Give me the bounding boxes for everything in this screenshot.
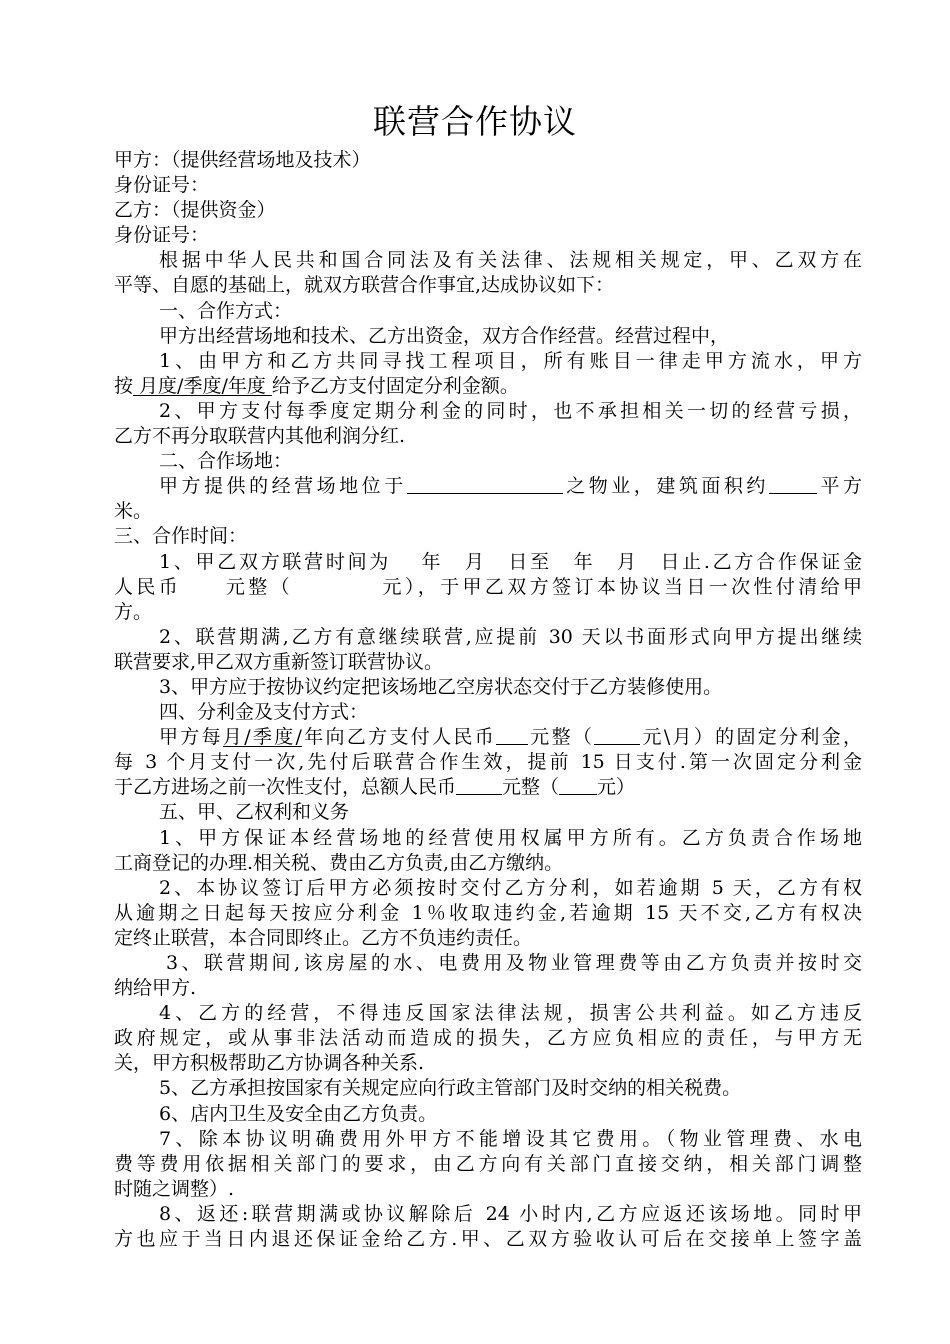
paragraph-line: 时随之调整）.: [114, 1177, 235, 1200]
party-b-id-line: 身份证号：: [114, 224, 210, 247]
text-segment: 按: [114, 374, 134, 397]
paragraph-line: 人民币 元整（ 元），于甲乙双方签订本协议当日一次性付清给甲: [114, 575, 862, 598]
paragraph-line: [114, 725, 862, 750]
party-b-line: 乙方：（提供资金）: [114, 199, 276, 222]
text-segment: 元\月）的固定分利金，: [640, 726, 862, 749]
section-heading-4: 四、分利金及支付方式：: [159, 701, 369, 724]
paragraph-line: [114, 775, 862, 800]
paragraph-line: 米。: [114, 500, 153, 523]
paragraph-line: 3、联营期间,该房屋的水、电费用及物业管理费等由乙方负责并按时交: [166, 952, 862, 974]
paragraph-line: 关，甲方积极帮助乙方协调各种关系.: [114, 1052, 425, 1075]
paragraph-line: 2、甲方支付每季度定期分利金的同时，也不承担相关一切的经营亏损，: [159, 399, 862, 422]
fill-blank: [407, 475, 563, 494]
text-segment: 元整（: [502, 776, 560, 799]
paragraph-line: 费等费用依据相关部门的要求，由乙方向有关部门直接交纳，相关部门调整: [114, 1152, 862, 1175]
section-heading-1: 一、合作方式：: [159, 299, 293, 322]
party-a-line: 甲方：（提供经营场地及技术）: [114, 149, 371, 171]
paragraph-line: 政府规定，或从事非法活动而造成的损失，乙方应负相应的责任，与甲方无: [114, 1027, 862, 1050]
text-segment: 元整（: [528, 726, 595, 749]
paragraph-line: [114, 474, 862, 499]
text-segment: 之物业，建筑面积约: [562, 475, 769, 498]
paragraph-line: 3、甲方应于按协议约定把该场地乙空房状态交付于乙方装修使用。: [159, 675, 723, 698]
preamble-line-2: 平等、自愿的基础上，就双方联营合作事宜,达成协议如下：: [114, 274, 615, 297]
paragraph-line: 1、甲乙双方联营时间为 年 月 日至 年 月 日止.乙方合作保证金: [159, 550, 862, 573]
text-segment: 甲方每: [159, 726, 223, 749]
fill-blank: [456, 776, 502, 795]
paragraph-line: 乙方不再分取联营内其他利润分红.: [114, 425, 406, 448]
preamble-line-1: 根据中华人民共和国合同法及有关法律、法规相关规定，甲、乙双方在: [159, 249, 862, 272]
fill-blank: [594, 726, 640, 745]
paragraph-line: 5、乙方承担按国家有关规定应向行政主管部门及时交纳的相关税费。: [159, 1077, 742, 1100]
fill-blank: [769, 475, 817, 494]
paragraph-line: 定终止联营，本合同即终止。乙方不负违约责任。: [114, 926, 533, 949]
text-segment: 元）: [597, 776, 636, 799]
paragraph-line: 8、返还:联营期满或协议解除后 24 小时内,乙方应返还该场地。同时甲: [159, 1202, 862, 1225]
section-heading-5: 五、甲、乙权利和义务: [159, 801, 350, 824]
paragraph-line: 2、联营期满,乙方有意继续联营,应提前 30 天以书面形式向甲方提出继续: [159, 625, 862, 648]
paragraph-line: 2、本协议签订后甲方必须按时交付乙方分利，如若逾期 5 天，乙方有权: [159, 876, 862, 899]
text-segment: 年向乙方支付人民币: [301, 726, 496, 749]
section-heading-2: 二、合作场地：: [159, 450, 293, 473]
payment-period-options: 月/季度/: [222, 726, 302, 749]
section-heading-3: 三、合作时间：: [114, 525, 248, 548]
fill-blank: [496, 726, 528, 745]
paragraph-line: 方。: [114, 600, 153, 623]
text-segment: 甲方提供的经营场地位于: [159, 475, 407, 498]
paragraph-line: [114, 374, 862, 399]
paragraph-line: 工商登记的办理.相关税、费由乙方负责,由乙方缴纳。: [114, 851, 564, 874]
document-title: 联营合作协议: [373, 102, 577, 141]
paragraph-line: 1、甲方保证本经营场地的经营使用权属甲方所有。乙方负责合作场地: [159, 826, 862, 849]
paragraph-line: 7、除本协议明确费用外甲方不能增设其它费用。（物业管理费、水电: [159, 1127, 862, 1150]
paragraph-line: 纳给甲方.: [114, 977, 197, 1000]
paragraph-line: 1、由甲方和乙方共同寻找工程项目，所有账目一律走甲方流水，甲方: [159, 349, 862, 372]
text-segment: 给予乙方支付固定分利金额。: [271, 374, 519, 397]
paragraph-line: 6、店内卫生及安全由乙方负责。: [159, 1102, 438, 1125]
paragraph-line: 从逾期之日起每天按应分利金 1％收取违约金,若逾期 15 天不交,乙方有权决: [114, 901, 862, 924]
paragraph-line: 方也应于当日内退还保证金给乙方.甲、乙双方验收认可后在交接单上签字盖: [114, 1228, 862, 1251]
party-a-id-line: 身份证号：: [114, 174, 210, 197]
payment-period-options: 月度/季度/年度: [133, 374, 272, 397]
paragraph-line: 4、乙方的经营，不得违反国家法律法规，损害公共利益。如乙方违反: [159, 1002, 862, 1025]
text-segment: 于乙方进场之前一次性支付，总额人民币: [114, 776, 457, 799]
paragraph-line: 每 3 个月支付一次,先付后联营合作生效，提前 15 日支付.第一次固定分利金: [114, 751, 862, 774]
document-body: [114, 148, 862, 1252]
fill-blank: [559, 776, 597, 795]
paragraph-line: 甲方出经营场地和技术、乙方出资金，双方合作经营。经营过程中，: [159, 324, 730, 347]
paragraph-line: 联营要求,甲乙双方重新签订联营协议。: [114, 650, 444, 673]
text-segment: 平方: [816, 475, 862, 498]
